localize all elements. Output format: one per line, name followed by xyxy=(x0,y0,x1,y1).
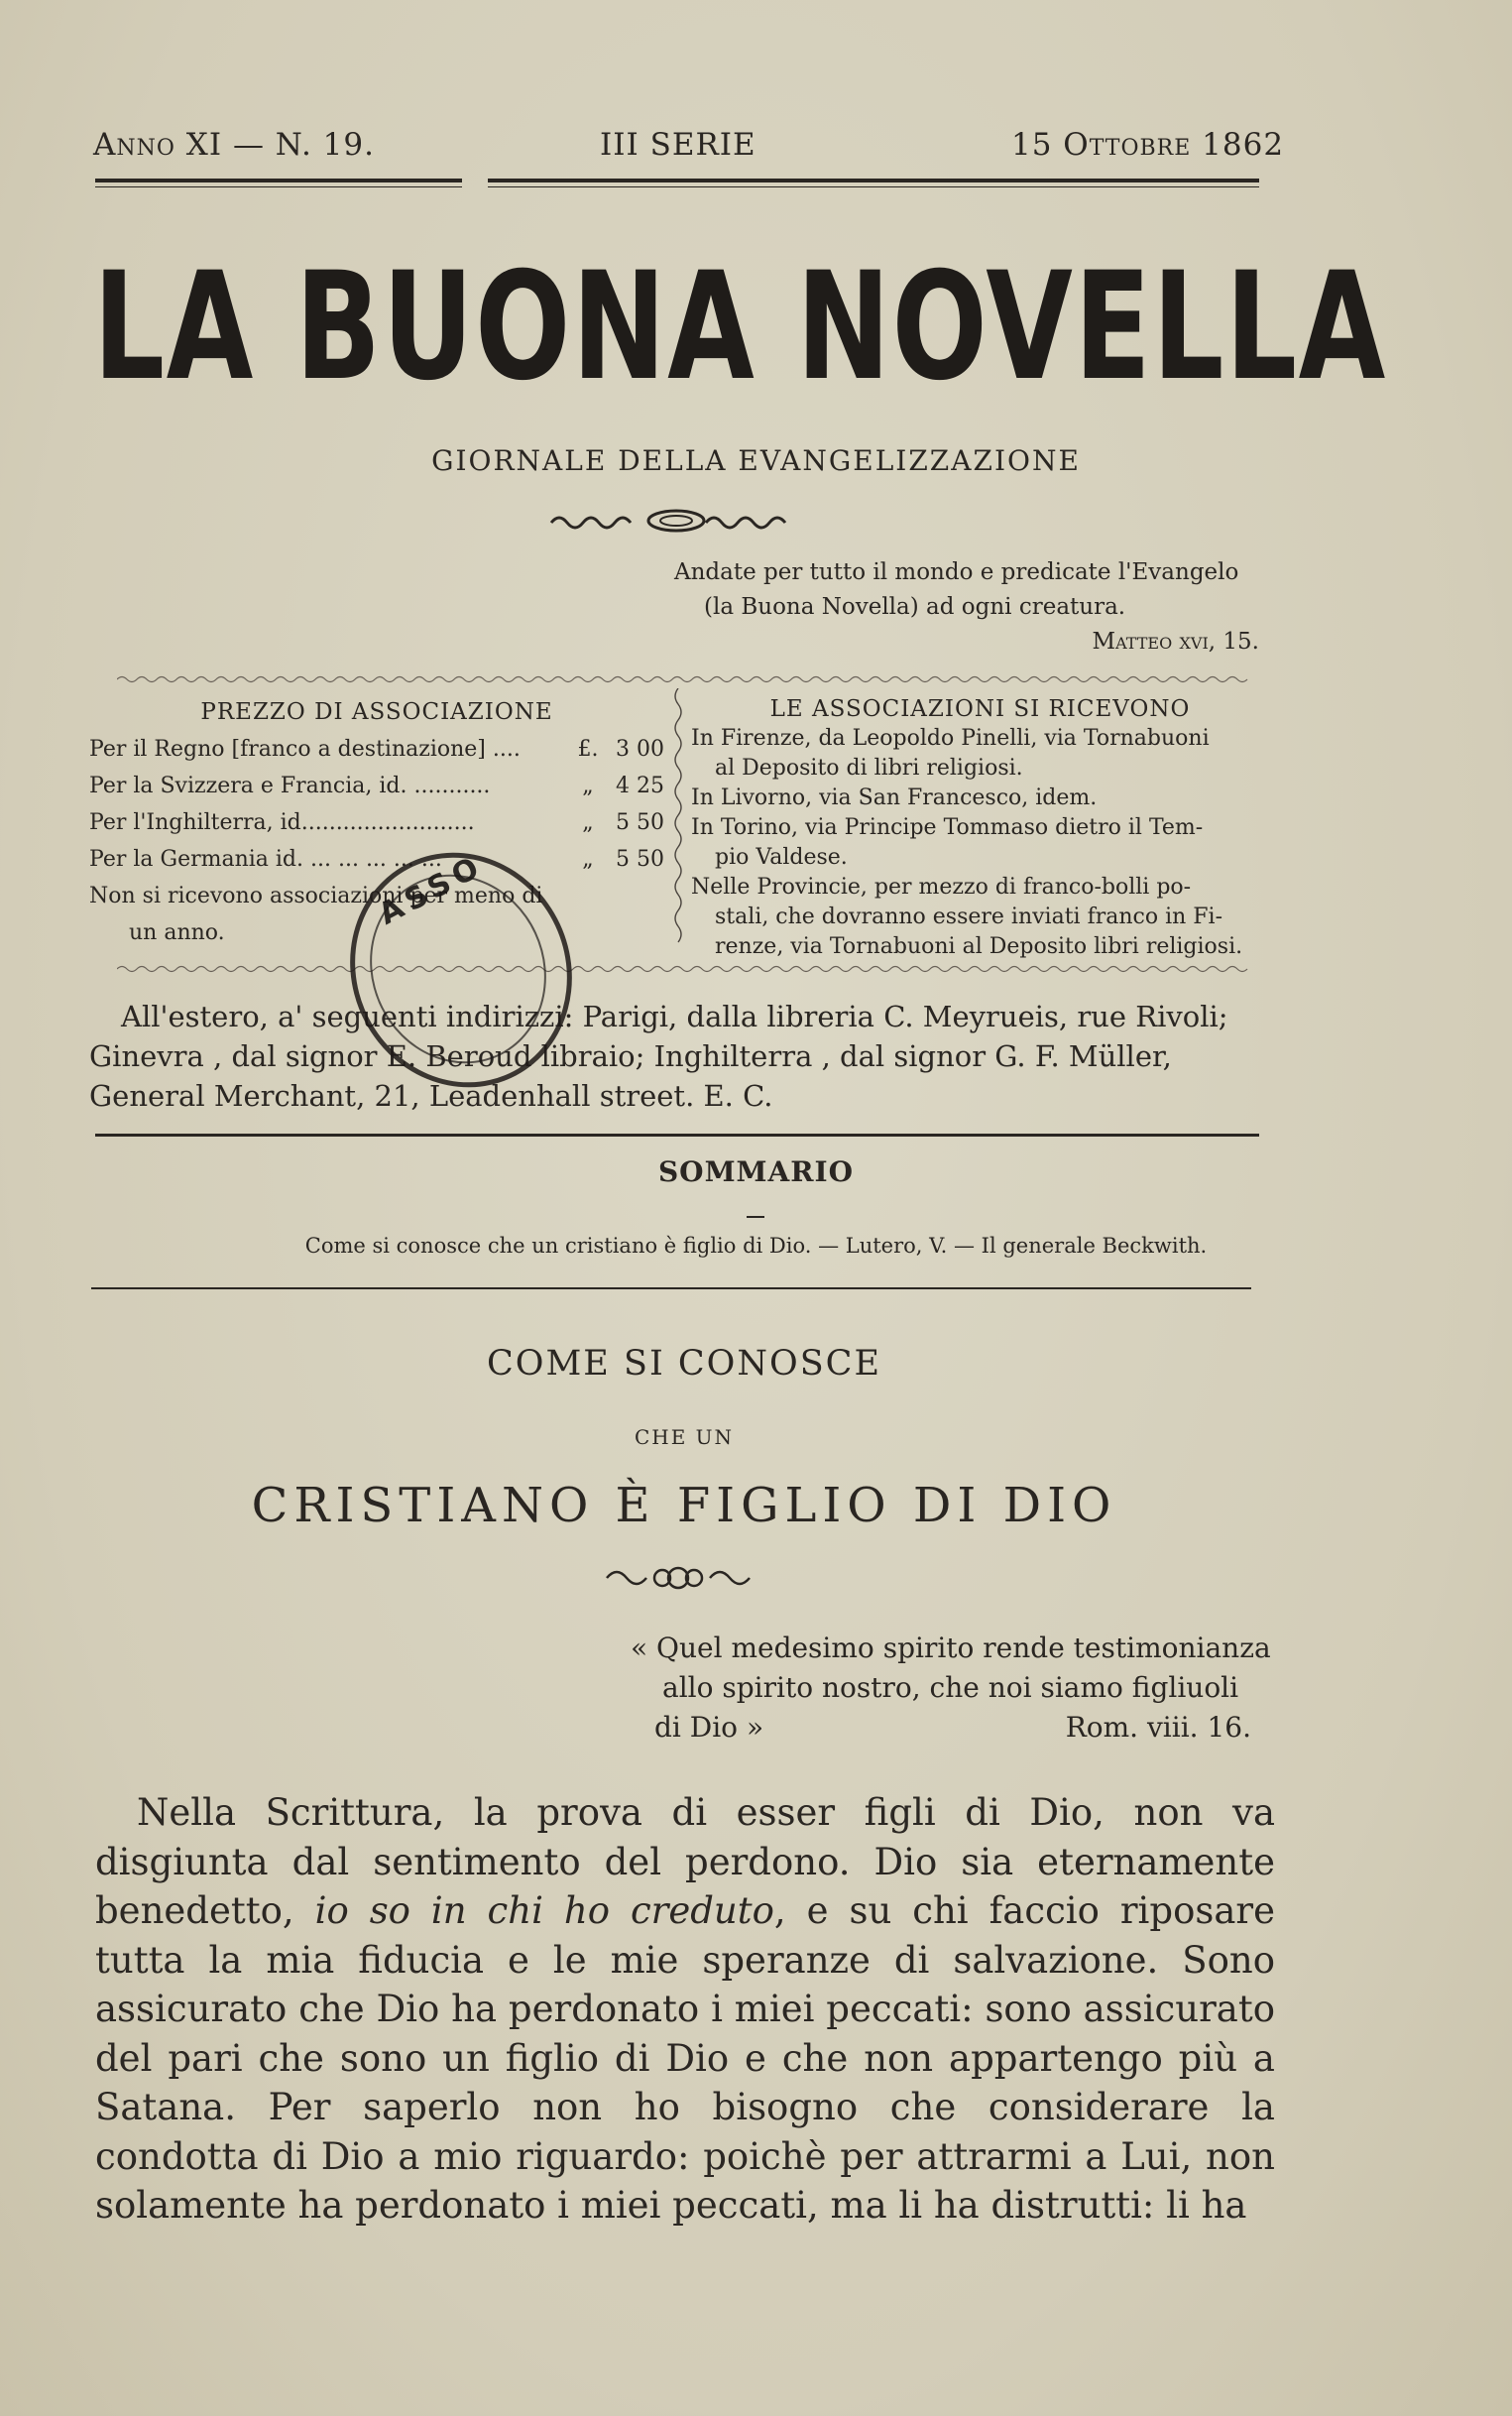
summary-text: Come si conosce che un cristiano è figlio di Dio. — Lutero, V. — Il generale Beckwith. xyxy=(304,1234,1208,1258)
office-line: In Firenze, da Leopoldo Pinelli, via Tornabuoni xyxy=(691,726,1210,751)
prices-note: un anno. xyxy=(129,920,225,945)
body-text: , e su chi faccio riposare tutta la mia fiducia e le mie speranze di salvazione. Sono assicurato che Dio ha perdonato i miei peccati: sono assicurato del pari che sono un figlio di Dio e che non appartengo più a Satana. Per saperlo non ho bisogno che considerare la condotta di Dio a mio riguardo: poichè per attrarmi a Lui, non solamente ha perdonato i miei peccati, ma li ha distrutti: li ha xyxy=(95,1889,1275,2227)
article-title-line3: CRISTIANO È FIGLIO DI DIO xyxy=(251,1478,1117,1533)
masthead-title: LA BUONA NOVELLA xyxy=(93,241,1387,414)
office-line: renze, via Tornabuoni al Deposito libri religiosi. xyxy=(715,934,1243,959)
body-text: Nella Scrittura, la prova di esser figli di Dio, non va disgiunta dal sentimento del perdono. Dio sia eternamente benedetto, xyxy=(95,1791,1275,1932)
article-body xyxy=(95,1788,1275,2231)
office-line: In Livorno, via San Francesco, idem. xyxy=(691,785,1098,810)
summary-rule xyxy=(91,1287,1251,1289)
header-rule-right-thin xyxy=(488,186,1259,187)
office-line: pio Valdese. xyxy=(715,845,848,870)
prices-note: Non si ricevono associazioni per meno di xyxy=(89,884,543,908)
price-row: Per la Germania id. ... ... ... ... ... „ 5 50 xyxy=(89,847,664,872)
abroad-line: General Merchant, 21, Leadenhall street. E. C. xyxy=(89,1079,773,1113)
quote-line xyxy=(631,1708,1271,1748)
prices-heading: PREZZO DI ASSOCIAZIONE xyxy=(200,699,553,725)
epigraph-reference: Matteo xvi, 15. xyxy=(1092,629,1259,655)
office-line: Nelle Provincie, per mezzo di franco-bolli po- xyxy=(691,875,1192,900)
office-line: stali, che dovranno essere inviati franco in Fi- xyxy=(715,905,1223,929)
header-rule-left-thin xyxy=(95,186,462,187)
issue-number: Anno XI — N. 19. xyxy=(93,127,375,163)
library-stamp-text: ASSO xyxy=(373,848,491,932)
epigraph xyxy=(674,555,1259,660)
quote-end: di Dio » xyxy=(654,1711,764,1744)
summary-title: SOMMARIO xyxy=(657,1155,855,1188)
brace-separator xyxy=(670,688,686,951)
flourish-ornament xyxy=(547,501,805,541)
office-line: al Deposito di libri religiosi. xyxy=(715,756,1023,781)
abroad-agents xyxy=(89,997,1269,1116)
issue-date: 15 Ottobre 1862 xyxy=(1011,127,1285,163)
abroad-line: Ginevra , dal signor E. Beroud libraio; Inghilterra , dal signor G. F. Müller, xyxy=(89,1039,1172,1073)
section-rule xyxy=(95,1134,1259,1137)
quote-line: allo spirito nostro, che noi siamo figliuoli xyxy=(662,1671,1239,1704)
price-row: Per la Svizzera e Francia, id. ........... „ 4 25 xyxy=(89,774,664,798)
bible-quote xyxy=(631,1629,1271,1748)
office-line: In Torino, via Principe Tommaso dietro il Tem- xyxy=(691,815,1204,840)
summary-dash xyxy=(747,1216,764,1218)
wavy-rule-bottom xyxy=(117,964,1259,974)
subscription-offices xyxy=(691,694,1269,962)
title-ornament xyxy=(603,1562,754,1594)
wavy-rule-top xyxy=(117,674,1259,684)
price-row: Per il Regno [franco a destinazione] .... £. 3 00 xyxy=(89,737,664,762)
quote-line: « Quel medesimo spirito rende testimonianza xyxy=(631,1631,1271,1664)
article-title-line1: COME SI CONOSCE xyxy=(486,1344,881,1384)
article-title-line2: CHE UN xyxy=(634,1425,735,1449)
header-rule-left xyxy=(95,179,462,182)
masthead-subtitle: GIORNALE DELLA EVANGELIZZAZIONE xyxy=(431,444,1081,477)
body-italic: io so in chi ho creduto xyxy=(314,1889,774,1932)
quote-reference: Rom. viii. 16. xyxy=(1065,1711,1251,1744)
epigraph-line: Andate per tutto il mondo e predicate l'Evangelo xyxy=(674,559,1239,585)
header-rule-right xyxy=(488,179,1259,182)
epigraph-line: (la Buona Novella) ad ogni creatura. xyxy=(704,594,1126,620)
abroad-line: All'estero, a' seguenti indirizzi: Parigi, dalla libreria C. Meyrueis, rue Rivoli; xyxy=(121,1000,1228,1033)
price-row: Per l'Inghilterra, id......................... „ 5 50 xyxy=(89,810,664,835)
offices-heading: LE ASSOCIAZIONI SI RICEVONO xyxy=(769,696,1191,722)
series: III SERIE xyxy=(600,127,756,163)
